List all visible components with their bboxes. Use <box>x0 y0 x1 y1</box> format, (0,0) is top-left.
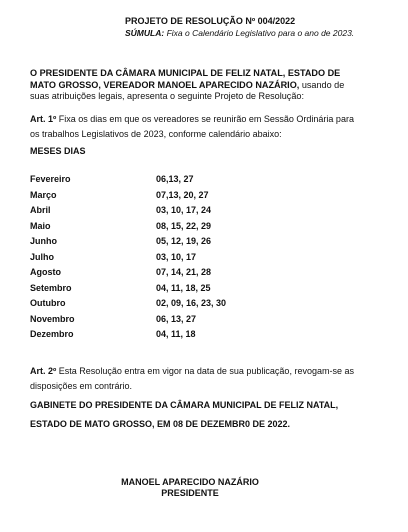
month-name: Julho <box>30 251 54 262</box>
month-row-setembro <box>30 283 290 299</box>
signer-role: PRESIDENTE <box>161 488 219 498</box>
month-days: 02, 09, 16, 23, 30 <box>156 298 227 308</box>
month-days: 08, 15, 22, 29 <box>156 220 212 231</box>
month-name: Junho <box>30 236 57 246</box>
month-row-agosto <box>30 267 290 283</box>
month-days: 03, 10, 17, 24 <box>156 205 212 215</box>
month-days: 04, 11, 18 <box>156 329 196 339</box>
article-2-text: Esta Resolução entra em vigor na data de sua publicação, revogam-se as disposições em contrário. <box>30 366 354 391</box>
month-row-marco <box>30 190 290 206</box>
month-days: 07,13, 20, 27 <box>156 189 209 200</box>
article-2 <box>30 364 365 394</box>
signature-block <box>0 477 380 499</box>
month-name: Outubro <box>30 298 66 308</box>
month-days: 05, 12, 19, 26 <box>156 236 212 246</box>
month-row-junho <box>30 236 290 252</box>
month-row-outubro <box>30 298 290 314</box>
signer-name: MANOEL APARECIDO NAZÁRIO <box>121 477 259 487</box>
intro-bold: O PRESIDENTE DA CÂMARA MUNICIPAL DE FELIZ NATAL, ESTADO DE MATO GROSSO, VEREADOR MANOEL APARECIDO NAZÁRIO, <box>30 68 341 90</box>
article-1 <box>30 112 365 142</box>
months-list <box>30 174 290 345</box>
month-row-dezembro <box>30 329 290 345</box>
month-name: Setembro <box>30 282 72 293</box>
month-row-fevereiro <box>30 174 290 190</box>
month-name: Agosto <box>30 267 61 277</box>
months-header: MESES DIAS <box>30 146 86 156</box>
month-days: 07, 14, 21, 28 <box>156 267 212 277</box>
article-2-label: Art. 2º <box>30 366 57 376</box>
gabinete-closing: GABINETE DO PRESIDENTE DA CÂMARA MUNICIPAL DE FELIZ NATAL, ESTADO DE MATO GROSSO, EM 08 DE DEZEMBR0 DE 2022. <box>30 400 339 429</box>
month-name: Março <box>30 189 57 200</box>
month-days: 06, 13, 27 <box>156 313 197 324</box>
month-row-novembro <box>30 314 290 330</box>
month-days: 03, 10, 17 <box>156 251 197 262</box>
month-name: Maio <box>30 220 51 231</box>
month-row-maio <box>30 221 290 237</box>
month-name: Fevereiro <box>30 174 71 184</box>
month-row-julho <box>30 252 290 268</box>
article-1-label: Art. 1º <box>30 114 57 124</box>
month-row-abril <box>30 205 290 221</box>
article-1-text: Fixa os dias em que os vereadores se reunirão em Sessão Ordinária para os trabalhos Legislativos de 2023, conforme calendário abaixo: <box>30 114 354 139</box>
sumula <box>125 28 365 39</box>
intro-rest: usando de suas atribuições legais, apresenta o seguinte Projeto de Resolução: <box>30 79 345 101</box>
month-days: 06,13, 27 <box>156 174 194 184</box>
month-name: Novembro <box>30 313 75 324</box>
document-title: PROJETO DE RESOLUÇÃO Nº 004/2022 <box>125 16 296 26</box>
month-name: Dezembro <box>30 329 74 339</box>
sumula-label: SÚMULA: <box>125 28 165 38</box>
month-name: Abril <box>30 205 51 215</box>
sumula-text: Fixa o Calendário Legislativo para o ano de 2023. <box>164 28 355 38</box>
intro-paragraph <box>30 68 360 103</box>
month-days: 04, 11, 18, 25 <box>156 282 211 293</box>
